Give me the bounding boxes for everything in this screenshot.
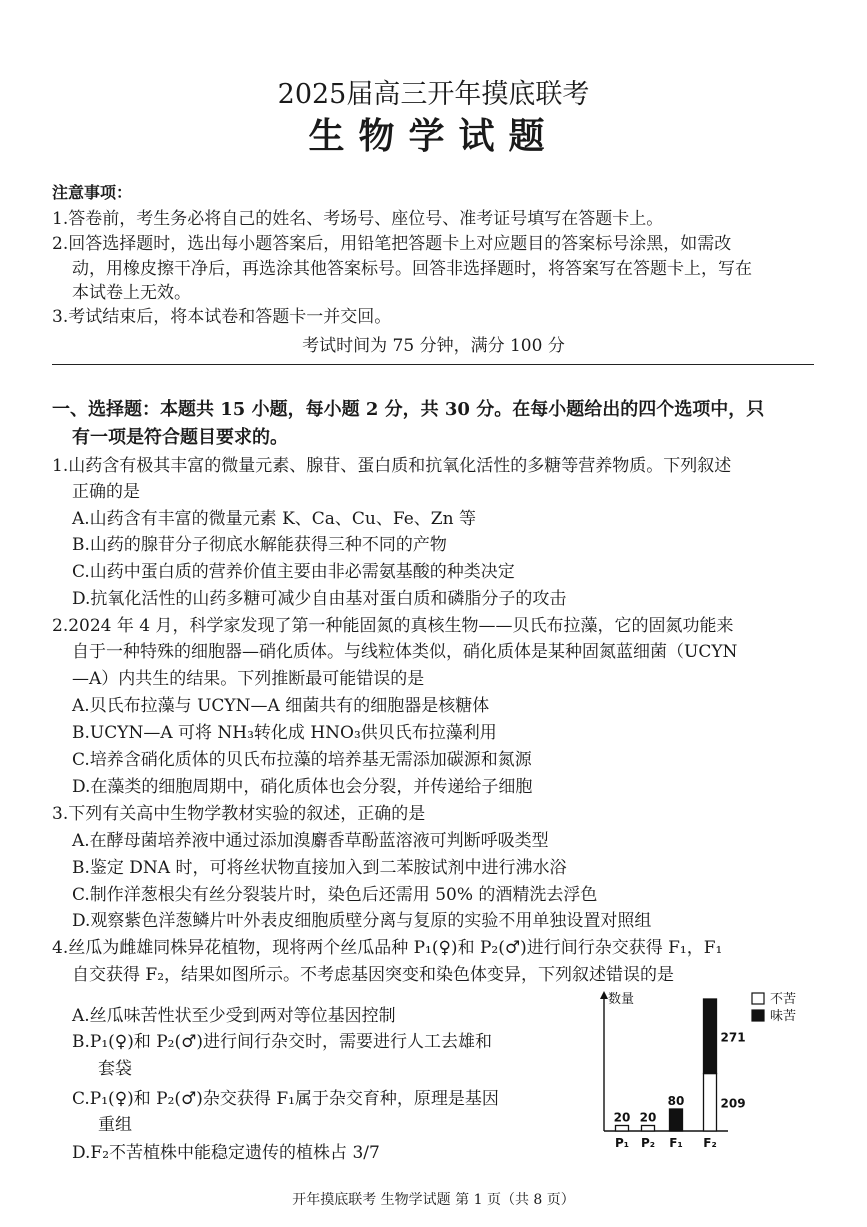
q1-option-c: C.山药中蛋白质的营养价值主要由非必需氨基酸的种类决定 (72, 562, 515, 582)
q2-stem-line-2: 自于一种特殊的细胞器—硝化质体。与线粒体类似，硝化质体是某种固氮蓝细菌（UCYN (72, 642, 738, 662)
notice-item-1: 1.答卷前，考生务必将自己的姓名、考场号、座位号、准考证号填写在答题卡上。 (52, 209, 664, 229)
page-footer: 开年摸底联考 生物学试题 第 1 页（共 8 页） (292, 1192, 575, 1208)
q2-option-b: B.UCYN—A 可将 NH₃转化成 HNO₃供贝氏布拉藻利用 (72, 723, 497, 743)
legend-swatch-不苦 (752, 993, 764, 1004)
section-heading-line-2: 有一项是符合题目要求的。 (72, 427, 288, 448)
q4-option-c-line-1: C.P₁(♀)和 P₂(♂)杂交获得 F₁属于杂交育种，原理是基因 (72, 1089, 499, 1109)
section-heading-line-1: 一、选择题：本题共 15 小题，每小题 2 分，共 30 分。在每小题给出的四个选项中，只 (52, 399, 765, 420)
q4-option-a: A.丝瓜味苦性状至少受到两对等位基因控制 (72, 1006, 396, 1026)
q3-option-a: A.在酵母菌培养液中通过添加溴麝香草酚蓝溶液可判断呼吸类型 (72, 831, 549, 851)
data-label: 20 (639, 1110, 657, 1125)
x-tick-label: P₁ (614, 1136, 630, 1150)
data-label: 80 (667, 1094, 685, 1108)
notice-item-2-line-2: 动，用橡皮擦干净后，再选涂其他答案标号。回答非选择题时，将答案写在答题卡上，写在 (72, 259, 752, 279)
q4-option-d: D.F₂不苦植株中能稳定遗传的植株占 3/7 (72, 1143, 380, 1163)
bar-P₂-不苦 (642, 1126, 655, 1132)
x-tick-label: P₂ (640, 1136, 656, 1150)
legend-label: 味苦 (770, 1009, 797, 1024)
q2-option-c: C.培养含硝化质体的贝氏布拉藻的培养基无需添加碳源和氮源 (72, 750, 532, 770)
legend-label: 不苦 (770, 992, 797, 1007)
exam-time: 考试时间为 75 分钟，满分 100 分 (302, 336, 565, 356)
bar-P₁-不苦 (616, 1126, 629, 1132)
q1-option-b: B.山药的腺苷分子彻底水解能获得三种不同的产物 (72, 535, 447, 555)
q2-option-d: D.在藻类的细胞周期中，硝化质体也会分裂，并传递给子细胞 (72, 777, 533, 797)
bar-F₁-味苦 (670, 1109, 683, 1131)
x-tick-label: F₁ (669, 1136, 683, 1150)
q3-stem: 3.下列有关高中生物学教材实验的叙述，正确的是 (52, 804, 426, 824)
subject-title: 生物学试题 (308, 115, 559, 157)
q1-stem-line-1: 1.山药含有极其丰富的微量元素、腺苷、蛋白质和抗氧化活性的多糖等营养物质。下列叙述 (52, 456, 732, 476)
q1-option-a: A.山药含有丰富的微量元素 K、Ca、Cu、Fe、Zn 等 (72, 509, 476, 529)
notice-heading: 注意事项： (52, 183, 133, 202)
bar-F₂-味苦 (704, 999, 717, 1074)
notice-item-2-line-3: 本试卷上无效。 (72, 283, 191, 303)
q2-option-a: A.贝氏布拉藻与 UCYN—A 细菌共有的细胞器是核糖体 (72, 696, 490, 716)
divider (52, 364, 814, 365)
q1-stem-line-2: 正确的是 (72, 482, 140, 502)
q4-option-b-line-1: B.P₁(♀)和 P₂(♂)进行间行杂交时，需要进行人工去雄和 (72, 1032, 493, 1052)
y-axis-arrow (600, 991, 608, 999)
q4-bar-chart (588, 985, 820, 1155)
exam-title: 2025届高三开年摸底联考 (277, 79, 590, 110)
q2-stem-line-1: 2.2024 年 4 月，科学家发现了第一种能固氮的真核生物——贝氏布拉藻，它的固氮功能来 (52, 616, 734, 636)
legend-swatch-味苦 (752, 1010, 764, 1021)
q1-option-d: D.抗氧化活性的山药多糖可减少自由基对蛋白质和磷脂分子的攻击 (72, 589, 567, 609)
q3-option-c: C.制作洋葱根尖有丝分裂装片时，染色后还需用 50% 的酒精洗去浮色 (72, 885, 598, 905)
q3-option-d: D.观察紫色洋葱鳞片叶外表皮细胞质壁分离与复原的实验不用单独设置对照组 (72, 911, 652, 931)
data-label: 209 (720, 1096, 746, 1111)
x-tick-label: F₂ (703, 1136, 717, 1150)
data-label: 20 (613, 1110, 631, 1125)
q4-option-b-line-2: 套袋 (98, 1059, 132, 1079)
data-label: 271 (720, 1030, 746, 1045)
q2-stem-line-3: —A）内共生的结果。下列推断最可能错误的是 (72, 669, 425, 689)
bar-F₂-不苦 (704, 1074, 717, 1131)
q4-stem-line-2: 自交获得 F₂，结果如图所示。不考虑基因突变和染色体变异，下列叙述错误的是 (72, 965, 675, 985)
notice-item-3: 3.考试结束后，将本试卷和答题卡一并交回。 (52, 307, 392, 327)
q3-option-b: B.鉴定 DNA 时，可将丝状物直接加入到二苯胺试剂中进行沸水浴 (72, 858, 567, 878)
notice-item-2-line-1: 2.回答选择题时，选出每小题答案后，用铅笔把答题卡上对应题目的答案标号涂黑，如需改 (52, 234, 732, 254)
y-axis-label: 数量 (608, 992, 635, 1007)
q4-option-c-line-2: 重组 (98, 1115, 132, 1135)
q4-stem-line-1: 4.丝瓜为雌雄同株异花植物，现将两个丝瓜品种 P₁(♀)和 P₂(♂)进行间行杂交获得 F₁，F₁ (52, 938, 723, 958)
